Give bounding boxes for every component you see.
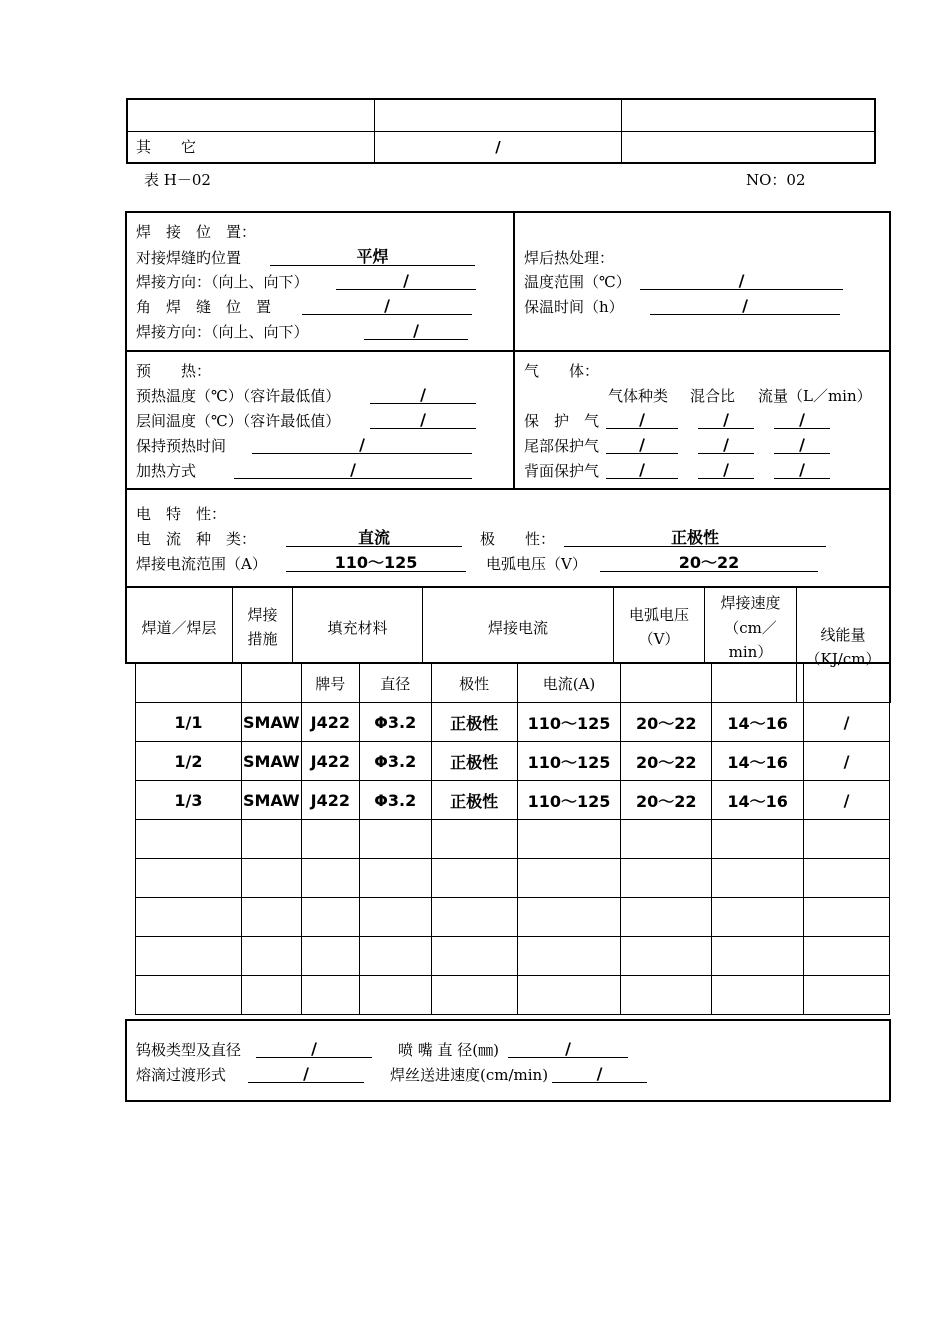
record-number: NO：02 — [746, 171, 806, 189]
current-cell: 110～125 — [517, 781, 621, 820]
trailing-gas-type: / — [606, 436, 678, 454]
heat-input-cell: / — [804, 781, 890, 820]
direction-value: / — [336, 272, 476, 290]
table-row — [136, 976, 890, 1015]
header-current: 焊接电流 — [487, 619, 548, 637]
method-cell: SMAW — [241, 742, 301, 781]
current-type-label: 电 流 种 类： — [136, 530, 257, 548]
other-label: 其 它 — [127, 131, 375, 163]
top-table — [126, 98, 876, 164]
shielding-gas-flow: / — [774, 411, 830, 429]
pwht-heading: 焊后热处理： — [524, 249, 615, 267]
pwht-temp-label: 温度范围（℃） — [524, 273, 631, 291]
header-heat-input-2: （KJ/cm） — [805, 650, 881, 668]
current-range-value: 110～125 — [286, 554, 466, 572]
backing-gas-type: / — [606, 461, 678, 479]
table-row — [136, 937, 890, 976]
pass-cell: 1/2 — [136, 742, 242, 781]
sub-header-cell — [712, 664, 804, 703]
fillet-weld-value: / — [302, 297, 472, 315]
heating-method-value: / — [234, 461, 472, 479]
other-value: / — [375, 131, 622, 163]
interpass-temp-value: / — [370, 411, 476, 429]
top-cell — [622, 131, 876, 163]
pwht-temp-value: / — [640, 272, 843, 290]
shielding-gas-ratio: / — [698, 411, 754, 429]
heat-input-cell: / — [804, 742, 890, 781]
bottom-frame — [125, 1019, 891, 1102]
backing-gas-flow: / — [774, 461, 830, 479]
table-row — [136, 703, 890, 742]
brand-cell: J422 — [301, 781, 359, 820]
tungsten-value: / — [256, 1040, 372, 1058]
butt-weld-value: 平焊 — [270, 248, 475, 266]
header-method-1: 焊接 — [247, 606, 278, 624]
pass-cell: 1/3 — [136, 781, 242, 820]
trailing-gas-flow: / — [774, 436, 830, 454]
sub-header-cell — [804, 664, 890, 703]
polarity-cell: 正极性 — [431, 703, 517, 742]
preheat-temp-value: / — [370, 386, 476, 404]
table-row — [136, 742, 890, 781]
current-cell: 110～125 — [517, 742, 621, 781]
header-speed-3: min） — [728, 643, 773, 661]
transfer-mode-label: 熔滴过渡形式 — [136, 1066, 227, 1084]
method-cell: SMAW — [241, 703, 301, 742]
direction-label-2: 焊接方向：（向上、向下） — [136, 323, 309, 341]
divider — [232, 588, 233, 664]
current-cell: 110～125 — [517, 703, 621, 742]
form-number: 表 H－02 — [144, 171, 211, 189]
gas-col-flow: 流量（L／min） — [758, 387, 872, 405]
tungsten-label: 钨极类型及直径 — [136, 1041, 242, 1059]
sub-header-current: 电流(A) — [517, 664, 621, 703]
voltage-cell: 20～22 — [621, 742, 712, 781]
welding-parameters-table — [135, 663, 890, 1015]
pass-cell: 1/1 — [136, 703, 242, 742]
header-pass: 焊道／焊层 — [141, 619, 217, 637]
header-speed-2: （cm／ — [724, 619, 777, 637]
trailing-gas-label: 尾部保护气 — [524, 437, 600, 455]
sub-header-diameter: 直径 — [359, 664, 431, 703]
preheat-hold-label: 保持预热时间 — [136, 437, 227, 455]
arc-voltage-value: 20～22 — [600, 554, 818, 572]
table-row — [136, 898, 890, 937]
voltage-cell: 20～22 — [621, 781, 712, 820]
shielding-gas-type: / — [606, 411, 678, 429]
wire-feed-label: 焊丝送进速度(cm/min) — [390, 1066, 549, 1084]
top-cell — [622, 99, 876, 131]
sub-header-row — [136, 664, 890, 703]
wire-feed-value: / — [552, 1065, 647, 1083]
shielding-gas-label: 保 护 气 — [524, 412, 600, 430]
speed-cell: 14～16 — [712, 703, 804, 742]
header-heat-input-1: 线能量 — [820, 626, 866, 644]
direction-value-2: / — [364, 322, 468, 340]
brand-cell: J422 — [301, 703, 359, 742]
transfer-mode-value: / — [248, 1065, 364, 1083]
method-cell: SMAW — [241, 781, 301, 820]
header-speed-1: 焊接速度 — [720, 594, 781, 612]
header-filler: 填充材料 — [327, 619, 388, 637]
trailing-gas-ratio: / — [698, 436, 754, 454]
heat-input-cell: / — [804, 703, 890, 742]
brand-cell: J422 — [301, 742, 359, 781]
divider — [125, 586, 891, 588]
sub-header-polarity: 极性 — [431, 664, 517, 703]
polarity-cell: 正极性 — [431, 781, 517, 820]
nozzle-label: 喷 嘴 直 径(㎜) — [398, 1041, 500, 1059]
backing-gas-ratio: / — [698, 461, 754, 479]
polarity-label: 极 性： — [480, 530, 556, 548]
electrical-heading: 电 特 性： — [136, 505, 227, 523]
preheat-heading: 预 热： — [136, 362, 212, 380]
diameter-cell: Φ3.2 — [359, 742, 431, 781]
sub-header-brand: 牌号 — [301, 664, 359, 703]
position-heading: 焊 接 位 置： — [136, 223, 257, 241]
preheat-temp-label: 预热温度（℃）（容许最低值） — [136, 387, 341, 405]
heating-method-label: 加热方式 — [136, 462, 197, 480]
divider — [513, 211, 515, 489]
arc-voltage-label: 电弧电压（V） — [486, 555, 587, 573]
gas-col-type: 气体种类 — [608, 387, 669, 405]
table-row — [136, 781, 890, 820]
current-type-value: 直流 — [286, 529, 462, 547]
sub-header-cell — [241, 664, 301, 703]
table-row — [136, 859, 890, 898]
backing-gas-label: 背面保护气 — [524, 462, 600, 480]
speed-cell: 14～16 — [712, 781, 804, 820]
header-voltage-2: （V） — [638, 630, 680, 648]
divider — [125, 488, 891, 490]
current-range-label: 焊接电流范围（A） — [136, 555, 267, 573]
pwht-hold-label: 保温时间（h） — [524, 298, 624, 316]
polarity-cell: 正极性 — [431, 742, 517, 781]
butt-weld-label: 对接焊缝旳位置 — [136, 249, 242, 267]
gas-col-ratio: 混合比 — [690, 387, 736, 405]
top-cell — [127, 99, 375, 131]
header-method-2: 措施 — [247, 630, 278, 648]
diameter-cell: Φ3.2 — [359, 781, 431, 820]
preheat-hold-value: / — [252, 436, 472, 454]
divider — [125, 350, 891, 352]
sub-header-cell — [136, 664, 242, 703]
fillet-weld-label: 角 焊 缝 位 置 — [136, 298, 272, 316]
direction-label: 焊接方向：（向上、向下） — [136, 273, 309, 291]
pwht-hold-value: / — [650, 297, 840, 315]
divider — [613, 588, 614, 664]
top-cell — [375, 99, 622, 131]
table-row — [136, 820, 890, 859]
speed-cell: 14～16 — [712, 742, 804, 781]
header-voltage-1: 电弧电压 — [628, 606, 689, 624]
interpass-temp-label: 层间温度（℃）（容许最低值） — [136, 412, 341, 430]
polarity-value: 正极性 — [564, 529, 826, 547]
diameter-cell: Φ3.2 — [359, 703, 431, 742]
sub-header-cell — [621, 664, 712, 703]
nozzle-value: / — [508, 1040, 628, 1058]
gas-heading: 气 体： — [524, 362, 600, 380]
voltage-cell: 20～22 — [621, 703, 712, 742]
